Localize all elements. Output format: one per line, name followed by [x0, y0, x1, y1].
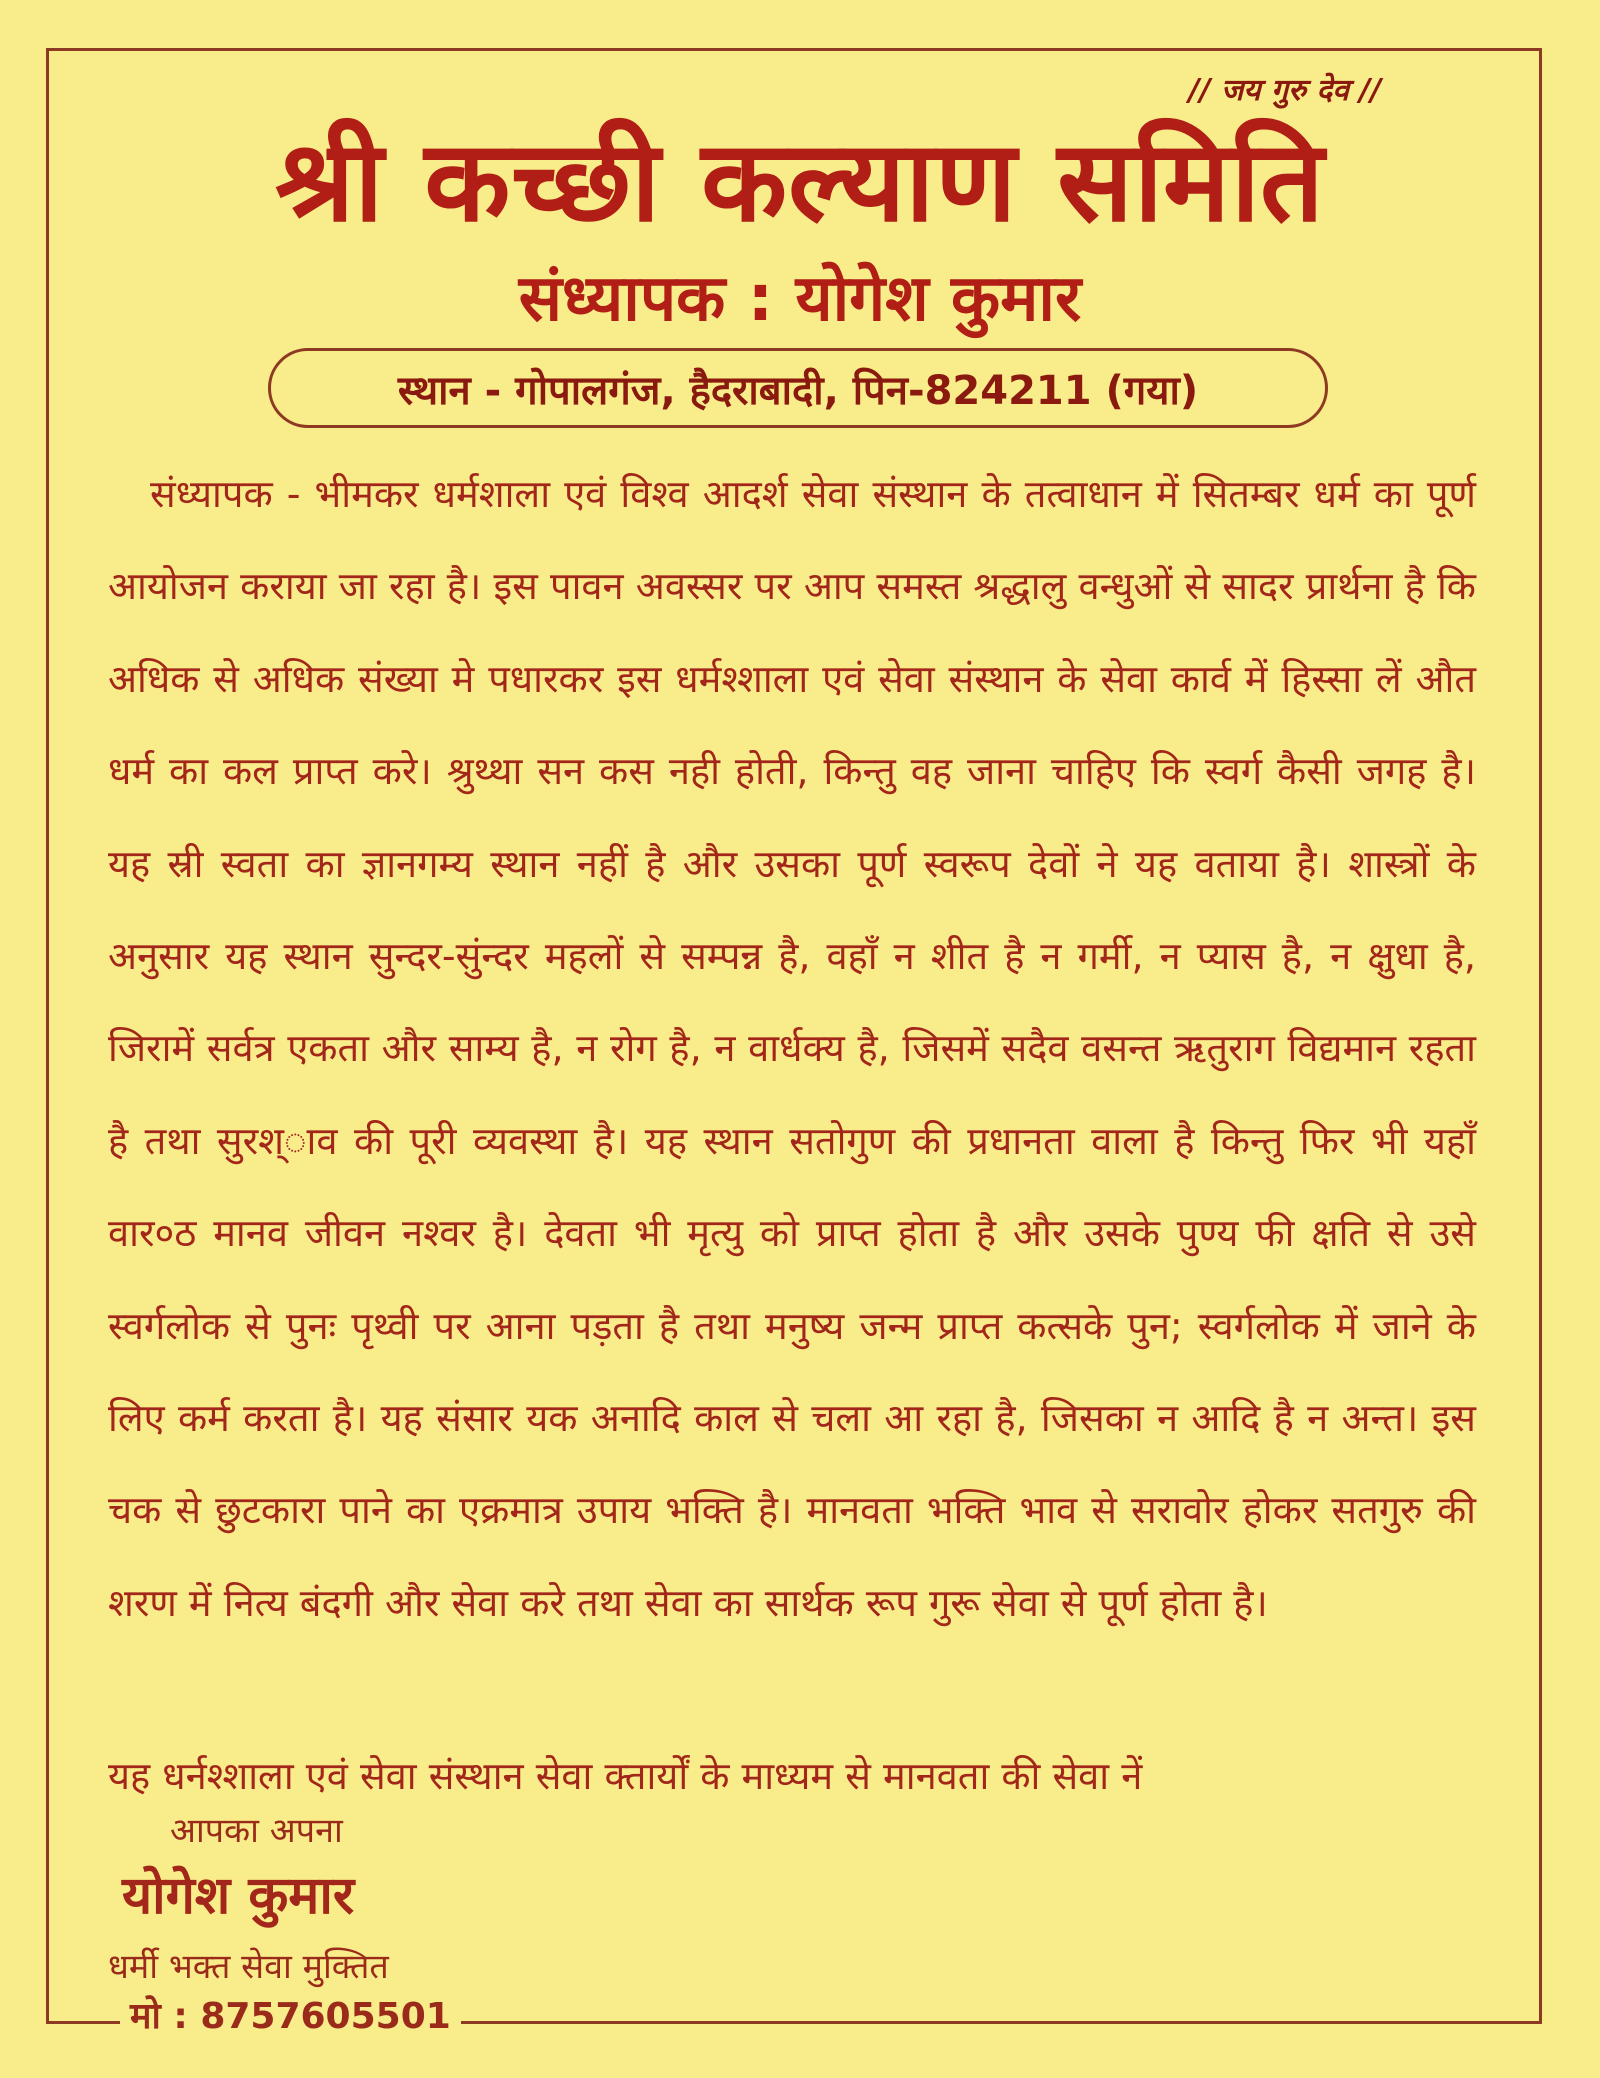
founder-line: संध्यापक : योगेश कुमार [518, 262, 1082, 336]
body-paragraph-text: संध्यापक - भीमकर धर्मशाला एवं विश्व आदर्श सेवा संस्थान के तत्वाधान में सितम्बर धर्म का पूर्ण आयोजन कराया जा रहा है। इस पावन अवस्सर पर आप समस्त श्रद्धालु वन्धुओं से सादर प्रार्थना है कि अधिक से अधिक संख्या मे पधारकर इस धर्मश्शाला एवं सेवा संस्थान के सेवा कार्व में हिस्सा लें औत धर्म का कल प्राप्त करे। श्रुथ्था सन कस नही होती, किन्तु वह जाना चाहिए कि स्वर्ग कैसी जगह है। यह स्री स्वता का ज्ञानगम्य स्थान नहीं है और उसका पूर्ण स्वरूप देवों ने यह वताया है। शास्त्रों के अनुसार यह स्थान सुन्दर-सुंन्दर महलों से सम्पन्न है, वहाँ न शीत है न गर्मी, न प्यास है, न क्षुधा है, जिरामें सर्वत्र एकता और साम्य है, न रोग है, न वार्धक्य है, जिसमें सदैव वसन्त ऋतुराग विद्यमान रहता है तथा सुरश्ाव की पूरी व्यवस्था है। यह स्थान सतोगुण की प्रधानता वाला है किन्तु फिर भी यहाँ वार०ठ मानव जीवन नश्वर है। देवता भी मृत्यु को प्राप्त होता है और उसके पुण्य फी क्षति से उसे स्वर्गलोक से पुनः पृथ्वी पर आना पड़ता है तथा मनुष्य जन्म प्राप्त कत्सके पुन; स्वर्गलोक में जाने के लिए कर्म करता है। यह संसार यक अनादि काल से चला आ रहा है, जिसका न आदि है न अन्त। इस चक से छुटकारा पाने का एक्रमात्र उपाय भक्ति है। मानवता भक्ति भाव से सरावोर होकर सतगुरु की शरण में नित्य बंदगी और सेवा करे तथा सेवा का सार्थक रूप गुरू सेवा से पूर्ण होता है। [108, 472, 1476, 1625]
signature-mobile: मो : 8757605501 [120, 1990, 461, 2039]
signature-role: धर्मी भक्त सेवा मुक्तित [108, 1947, 389, 1987]
closing-line: यह धर्नश्शाला एवं सेवा संस्थान सेवा क्तार्यों के माध्यम से मानवता की सेवा नें [108, 1754, 1143, 1798]
address-text: स्थान - गोपालगंज, हैदराबादी, पिन-824211 (गया) [397, 367, 1199, 414]
body-paragraph [108, 448, 1476, 1649]
blessing-line: // जय गुरु देव // [1188, 73, 1382, 108]
signature-salutation: आपका अपना [170, 1811, 343, 1851]
signature-name: योगेश कुमार [122, 1866, 355, 1926]
address-box [268, 348, 1328, 428]
organization-title: श्री कच्छी कल्याण समिति [275, 117, 1325, 247]
